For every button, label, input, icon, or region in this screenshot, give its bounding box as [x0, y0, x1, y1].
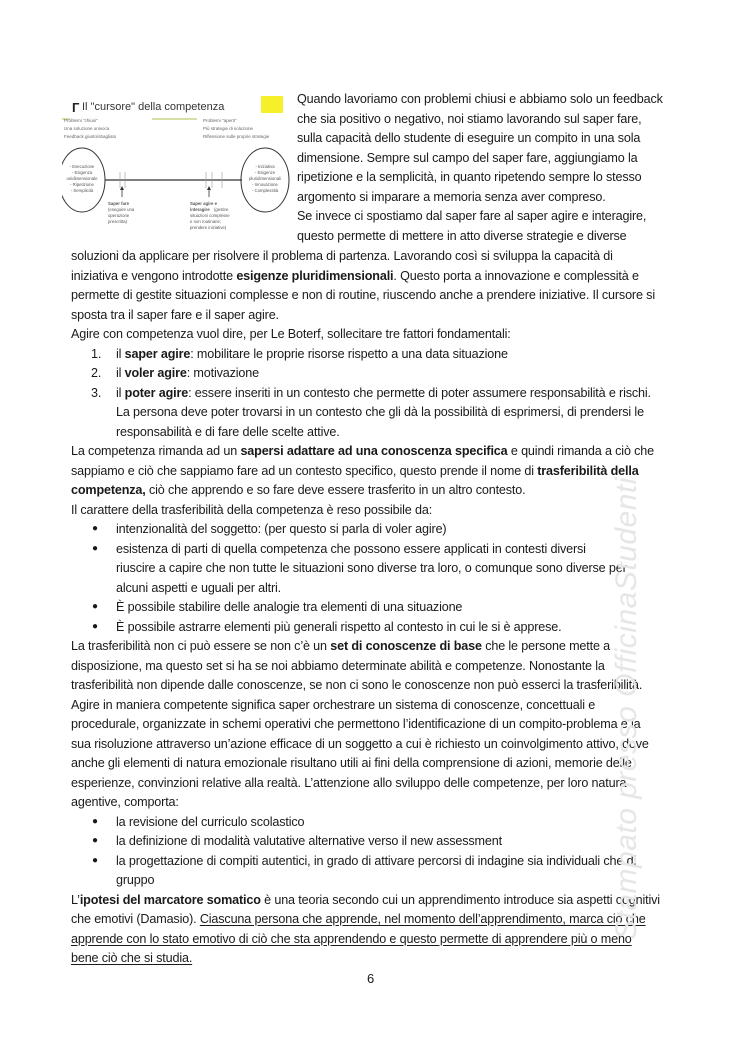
text-line [71, 890, 660, 910]
page-number: 6 [367, 971, 375, 986]
text-run: L’ [71, 892, 80, 907]
text-line [71, 324, 511, 344]
text-run: ciò che apprendo e so fare deve essere trasferito in un altro contesto. [145, 483, 526, 497]
bullet-icon: ● [92, 854, 98, 866]
text-run: che le persone mette a [481, 639, 611, 653]
bold-term: saper agire [124, 346, 191, 361]
text-line [71, 636, 610, 656]
numbered-item [116, 402, 644, 422]
saper-fare-desc: operazione [108, 213, 130, 218]
bullet-icon: ● [92, 523, 98, 534]
figure-bracket-icon: Г [72, 100, 80, 115]
text-line [71, 441, 654, 461]
text-line [297, 187, 606, 207]
text-line [71, 929, 632, 949]
text-run: sulla capacità dello studente di eseguire un compito in una sola [297, 131, 641, 145]
bullet-item [92, 597, 463, 617]
bullet-item [92, 519, 447, 539]
underlined-text: bene ciò che si studia. [71, 951, 193, 965]
left-circle-label: unidimensionale [66, 176, 98, 181]
sticky-note [261, 96, 283, 113]
text-line [71, 753, 632, 773]
text-run: riuscire a capire che non tutte le situazioni sono diverse tra loro, o comunque sono diverse per [116, 561, 627, 575]
text-run: La persona deve poter trovarsi in un contesto che gli dà la possibilità di esprimersi, di prendersi le [116, 405, 644, 419]
text-run: permette di gestite situazioni complesse e non di routine, riuscendo anche a prendere iniziative. Il cursore si [71, 288, 655, 302]
text-line [71, 948, 192, 968]
text-run: gruppo [116, 873, 155, 887]
text-run: il [116, 366, 125, 380]
saper-agire-desc: situazioni complesse [190, 213, 230, 218]
text-run: Agire in maniera competente significa saper orchestrare un sistema di conoscenze, concettuali e [71, 697, 596, 712]
text-run: È possibile astrarre elementi più generali rispetto al contesto in cui le si è apprese. [116, 619, 562, 634]
text-line [297, 206, 646, 226]
left-header-line: Problemi "chiusi" [64, 118, 98, 123]
list-number: 3. [91, 385, 102, 400]
text-run: che emotivi (Damasio). [71, 912, 200, 926]
text-line [71, 695, 595, 715]
numbered-item [91, 344, 508, 364]
watermark: Stampato presso OfficinaStudenti [610, 477, 643, 940]
text-run: la revisione del curriculo scolastico [116, 814, 305, 829]
text-run: : motivazione [186, 366, 259, 380]
saper-fare-desc: (eseguire una [108, 207, 135, 212]
bullet-item [92, 812, 305, 832]
text-run: . Questo porta a innovazione e complessità e [393, 268, 639, 283]
bullet-icon: ● [92, 815, 98, 827]
text-line [71, 714, 640, 734]
saper-agire-desc: (gestire [214, 207, 229, 212]
text-run: anche gli elementi di natura emozionale risultano utili ai fini della comprensione di azioni, memorie delle [71, 756, 632, 770]
text-run: Il carattere della trasferibilità della competenza è reso possibile da: [71, 502, 433, 517]
text-line [71, 480, 525, 500]
right-header-line: Problemi "aperti" [203, 118, 237, 123]
bullet-item [92, 617, 562, 637]
text-run: È possibile stabilire delle analogie tra elementi di una situazione [116, 600, 463, 614]
text-run: la definizione di modalità valutative alternative verso il new assessment [116, 834, 502, 848]
text-line [71, 246, 613, 266]
text-run: : essere inseriti in un contesto che permette di poter assumere responsabilità e rischi. [188, 385, 651, 400]
text-line [297, 109, 641, 129]
text-run: il [116, 385, 125, 400]
text-line [297, 167, 641, 187]
bullet-item [92, 831, 502, 851]
text-line [71, 734, 649, 754]
text-run: e quindi rimanda a ciò che [507, 444, 654, 458]
list-number: 2. [91, 366, 102, 380]
text-run: che sia positivo o negativo, noi stiamo lavorando sul saper fare, [297, 111, 642, 126]
text-line [297, 226, 627, 246]
left-circle-label: - Ripetizione [70, 182, 94, 187]
text-line [71, 500, 432, 520]
text-run: soluzioni da applicare per risolvere il problema di partenza. Lavorando così si sviluppa la capacità di [71, 249, 613, 263]
left-header-line: Feedback giusto/sbagliato [64, 134, 117, 139]
left-circle-label: - Esecuzione [69, 164, 95, 169]
left-circle-label: - Semplicità [70, 188, 94, 193]
saper-agire-title: Saper agire e [190, 201, 217, 206]
text-run: dimensione. Sempre sul campo del saper fare, aggiungiamo la [297, 150, 638, 165]
text-run: trasferibilità non dipende dalle conoscenze, se non ci sono le conoscenze non può esserci la trasferibilità. [71, 678, 643, 692]
right-circle-label: - Iniziativa [255, 164, 275, 169]
text-run: iniziativa e vengono introdotte [71, 268, 237, 283]
saper-fare-title: Saper fare [108, 201, 130, 206]
text-run: Agire con competenza vuol dire, per Le Boterf, sollecitare tre fattori fondamentali: [71, 327, 511, 341]
underlined-text: Ciascuna persona che apprende, nel momento dell’apprendimento, marca ciò che [199, 912, 646, 926]
text-run: : mobilitare le proprie risorse rispetto a una data situazione [190, 346, 508, 361]
right-circle-label: pluridimensionali [248, 176, 282, 181]
text-line [71, 656, 605, 676]
bold-term: sapersi adattare ad una conoscenza specifica [240, 444, 508, 458]
numbered-item [91, 383, 651, 403]
bold-term: ipotesi del marcatore somatico [79, 892, 261, 907]
bullet-item [116, 578, 281, 598]
bold-term: voler agire [124, 366, 187, 380]
text-line [71, 675, 642, 695]
text-run: questo permette di mettere in atto diverse strategie e diverse [297, 228, 627, 243]
saper-agire-desc: prendere iniziative) [190, 225, 227, 230]
text-line [71, 305, 279, 325]
text-run: sposta tra il saper fare e il saper agire. [71, 307, 279, 322]
saper-fare-desc: prescritta) [108, 219, 128, 224]
right-circle-label: - Complessità [251, 188, 279, 193]
cursor-competence-figure [62, 87, 290, 240]
right-circle-label: - Innovazione [252, 182, 278, 187]
text-run: Quando lavoriamo con problemi chiusi e abbiamo solo un feedback [297, 92, 663, 106]
text-run: La trasferibilità non ci può essere se non c’è un [71, 639, 331, 653]
text-run: agentive, comporta: [71, 795, 179, 809]
text-run: intenzionalità del soggetto: (per questo si parla di voler agire) [116, 522, 447, 536]
bold-term: poter agire [124, 385, 189, 400]
text-line [297, 89, 663, 109]
text-run: il [116, 346, 125, 361]
bold-term: set di conoscenze di base [330, 639, 482, 653]
bullet-icon: ● [92, 601, 98, 612]
underlined-text: apprende con lo stato emotivo di ciò che sta apprendendo e questo permette di apprendere più o meno [71, 931, 632, 946]
text-line [71, 792, 179, 812]
figure-title: Il "cursore" della competenza [82, 101, 225, 113]
left-header-line: Una soluzione univoca [64, 126, 110, 131]
text-run: sua risoluzione attraverso un’azione efficace di un soggetto a cui è richiesto un coinvolgimento attivo, dove [71, 736, 649, 751]
text-run: esperienze, convinzioni relative alla realtà. L’attenzione allo sviluppo delle competenze, per loro natura [71, 775, 627, 790]
bullet-item [116, 870, 154, 890]
text-run: argomento si imparare a memoria senza aver compreso. [297, 189, 606, 204]
bullet-icon: ● [92, 835, 98, 846]
bold-term: competenza, [71, 483, 146, 497]
left-circle-label: - Esigenza [71, 170, 93, 175]
bullet-icon: ● [92, 620, 98, 632]
text-run: ripetizione e la semplicità, in quanto ripetendo sempre lo stesso [297, 170, 642, 184]
saper-agire-title: interagire [190, 207, 210, 212]
text-run: la progettazione di compiti autentici, in grado di attivare percorsi di indagine sia individuali che di [116, 853, 637, 868]
list-number: 1. [91, 346, 102, 361]
bullet-icon: ● [92, 542, 98, 554]
text-run: procedurale, organizzate in schemi operativi che permettono l’identificazione di un compito-problema e la [71, 717, 641, 731]
right-header-line: Più strategie di soluzione [203, 126, 254, 131]
bullet-item [92, 539, 586, 559]
numbered-item [91, 363, 259, 383]
text-line [71, 773, 626, 793]
bold-term: esigenze pluridimensionali [236, 268, 394, 283]
text-run: è una teoria secondo cui un apprendimento introduce sia aspetti cognitivi [260, 892, 660, 907]
text-run: alcuni aspetti e uguali per altri. [116, 580, 282, 595]
text-line [297, 148, 637, 168]
text-line [71, 909, 646, 929]
bold-term: trasferibilità della [537, 463, 639, 478]
bullet-item [116, 558, 627, 578]
bullet-item [92, 851, 637, 871]
text-line [71, 266, 639, 286]
text-line [297, 128, 640, 148]
text-run: La competenza rimanda ad un [71, 444, 241, 458]
numbered-item [116, 422, 340, 442]
text-run: esistenza di parti di quella competenza che possono essere applicati in contesti diversi [116, 541, 586, 556]
text-run: sappiamo e ciò che sappiamo fare ad un contesto specifico, questo prende il nome di [71, 463, 538, 478]
text-line [71, 461, 639, 481]
text-line [71, 285, 655, 305]
right-circle-label: - Esigenze [254, 170, 276, 175]
saper-agire-desc: e non routinarie; [190, 219, 222, 224]
text-run: responsabilità e di fare delle scelte attive. [116, 424, 340, 439]
text-run: disposizione, ma questo set si ha se noi abbiamo determinate abilità e competenze. Nonostante la [71, 658, 605, 673]
text-run: Se invece ci spostiamo dal saper fare al saper agire e interagire, [297, 209, 647, 223]
right-header-line: Riflessione sulle proprie strategie [203, 134, 270, 139]
